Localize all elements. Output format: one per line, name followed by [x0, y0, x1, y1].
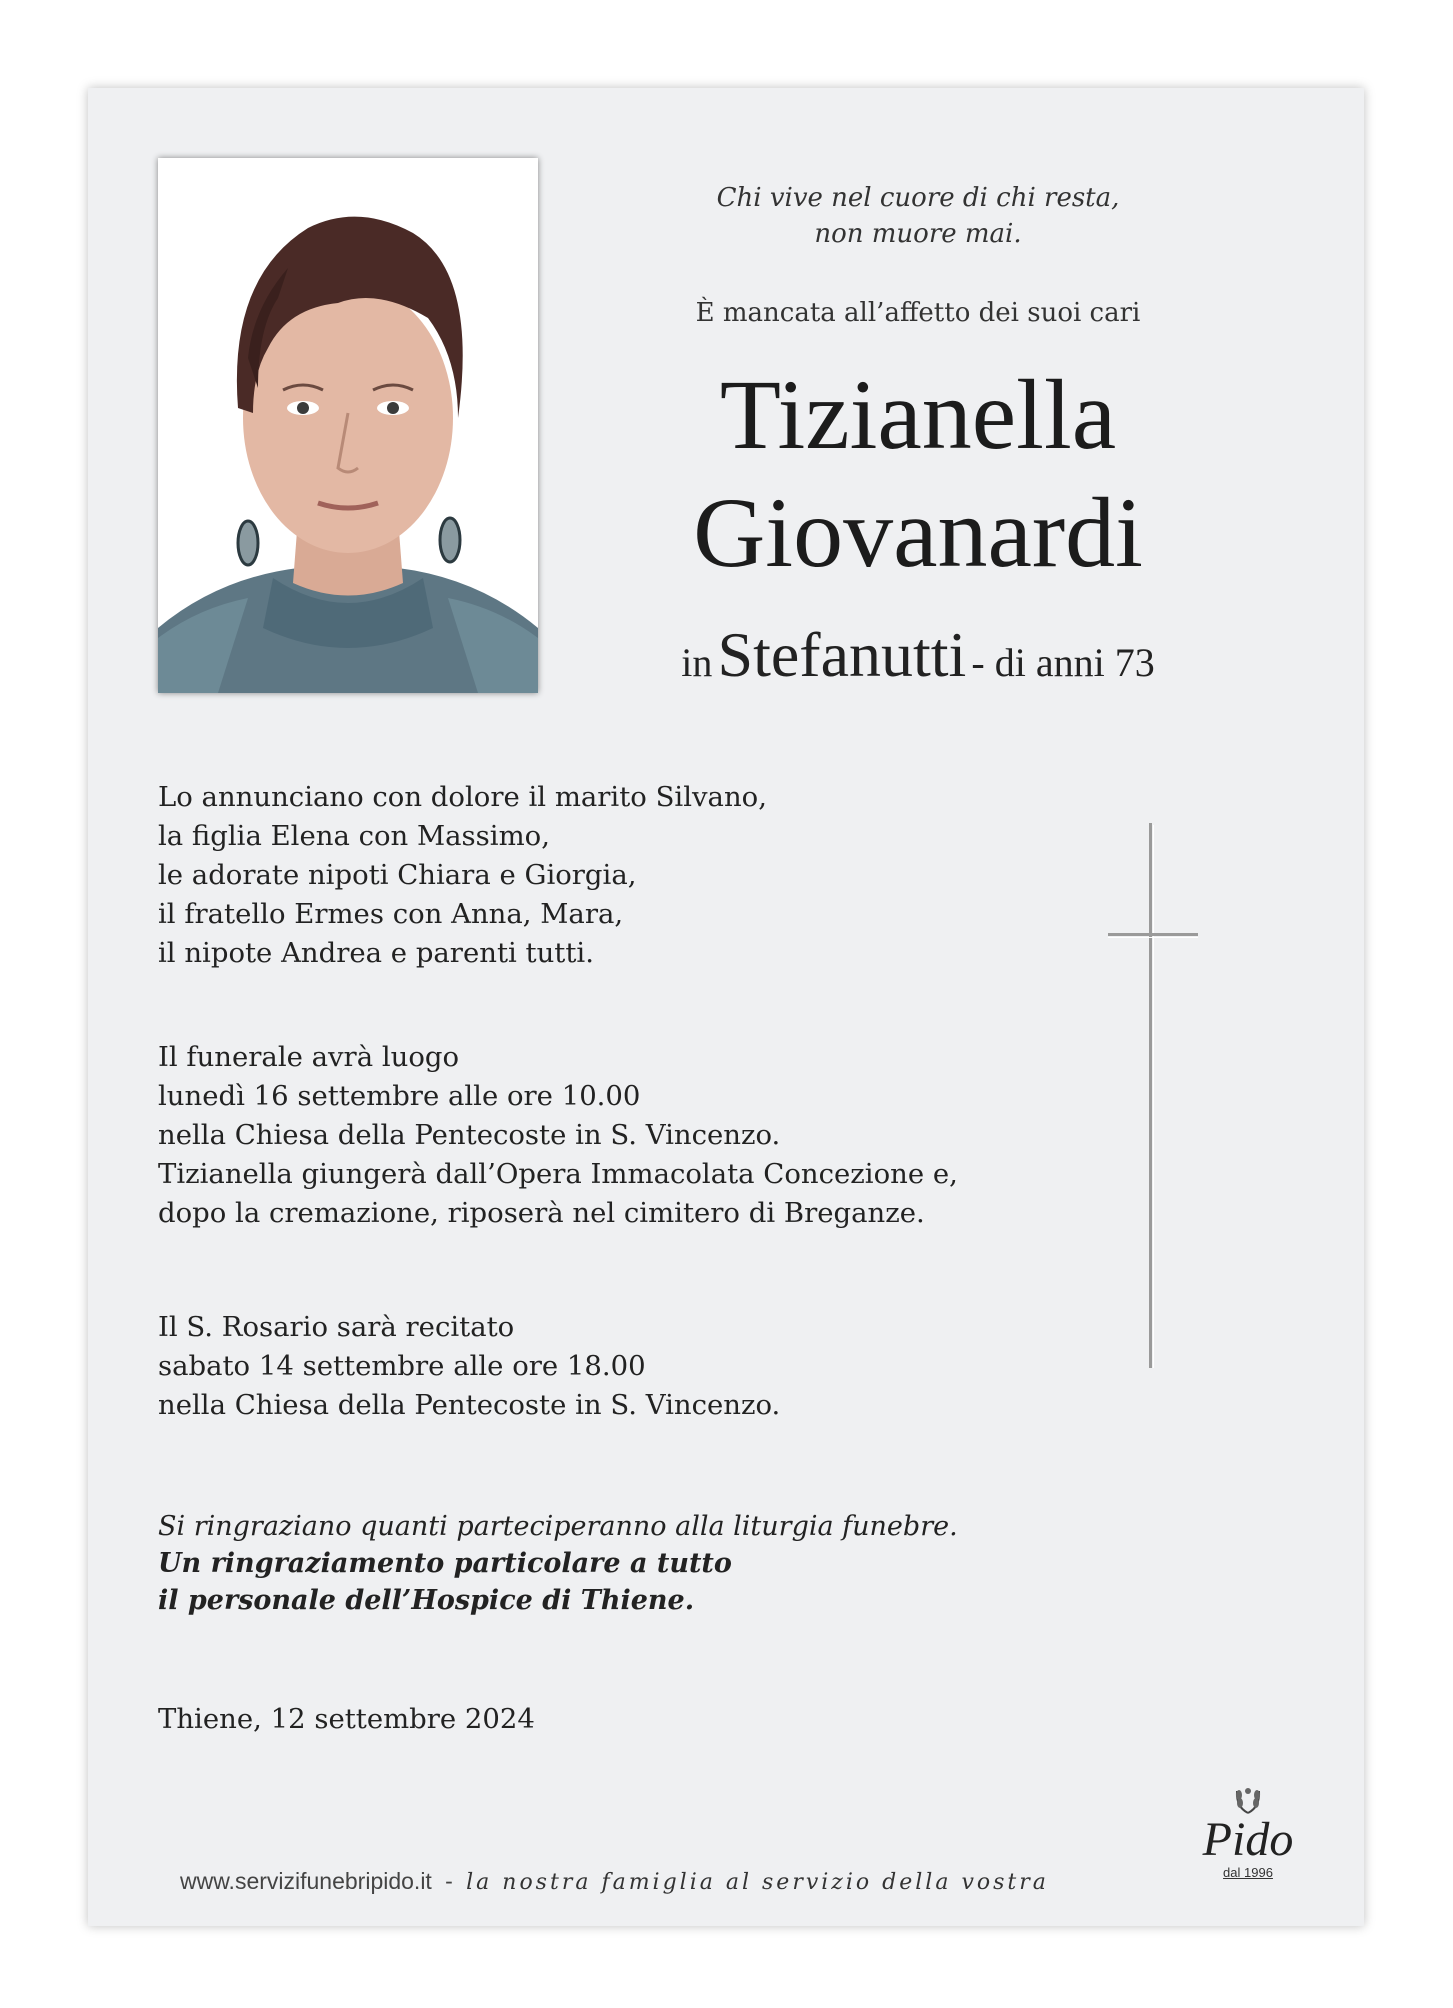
footer-separator: -: [445, 1868, 453, 1894]
place-date: Thiene, 12 settembre 2024: [158, 1703, 535, 1735]
rosary-paragraph: [158, 1308, 1058, 1425]
portrait-photo: [158, 158, 538, 693]
footer-motto: la nostra famiglia al servizio della vostra: [466, 1870, 1049, 1895]
announcement: È mancata all’affetto dei suoi cari: [695, 298, 1141, 328]
funeral-line: dopo la cremazione, riposerà nel cimitero di Breganze.: [158, 1197, 925, 1229]
mourners-line: le adorate nipoti Chiara e Giorgia,: [158, 859, 637, 891]
rosary-line: Il S. Rosario sarà recitato: [158, 1311, 515, 1343]
thanks-line-1: Si ringraziano quanti parteciperanno alla liturgia funebre.: [158, 1511, 958, 1542]
logo-since: dal 1996: [1223, 1865, 1273, 1880]
funeral-paragraph: [158, 1038, 1058, 1233]
quote-line-1: Chi vive nel cuore di chi resta,: [716, 183, 1120, 213]
funeral-line: Il funerale avrà luogo: [158, 1041, 460, 1073]
mourners-line: il nipote Andrea e parenti tutti.: [158, 937, 594, 969]
mourners-paragraph: [158, 778, 1058, 973]
mourners-line: il fratello Ermes con Anna, Mara,: [158, 898, 624, 930]
pido-logo: [1188, 1783, 1308, 1903]
last-name: Giovanardi: [693, 477, 1143, 588]
quote-line-2: non muore mai.: [814, 219, 1022, 249]
thanks-line-3: il personale dell’Hospice di Thiene.: [158, 1585, 695, 1616]
age: - di anni 73: [971, 640, 1155, 685]
logo-brand: Pido: [1202, 1813, 1294, 1866]
funeral-line: lunedì 16 settembre alle ore 10.00: [158, 1080, 641, 1112]
thanks-paragraph: [158, 1508, 1058, 1619]
thanks-line-2: Un ringraziamento particolare a tutto: [158, 1548, 732, 1579]
footer: [180, 1868, 1049, 1895]
rosary-line: nella Chiesa della Pentecoste in S. Vincenzo.: [158, 1389, 781, 1421]
married-prefix: in: [681, 640, 713, 685]
married-name: Stefanutti: [717, 619, 967, 690]
first-name: Tizianella: [719, 359, 1117, 470]
mourners-line: la figlia Elena con Massimo,: [158, 820, 550, 852]
obituary-card: [88, 88, 1364, 1926]
website-link[interactable]: www.servizifunebripido.it: [180, 1868, 432, 1894]
funeral-line: Tizianella giungerà dall’Opera Immacolata Concezione e,: [158, 1158, 958, 1190]
memorial-quote: [688, 180, 1148, 252]
laurel-wreath-icon: [1231, 1783, 1265, 1817]
funeral-line: nella Chiesa della Pentecoste in S. Vincenzo.: [158, 1119, 781, 1151]
married-name-line: [558, 618, 1278, 692]
cross-icon: [1108, 823, 1198, 1368]
rosary-line: sabato 14 settembre alle ore 18.00: [158, 1350, 646, 1382]
mourners-line: Lo annunciano con dolore il marito Silvano,: [158, 781, 767, 813]
